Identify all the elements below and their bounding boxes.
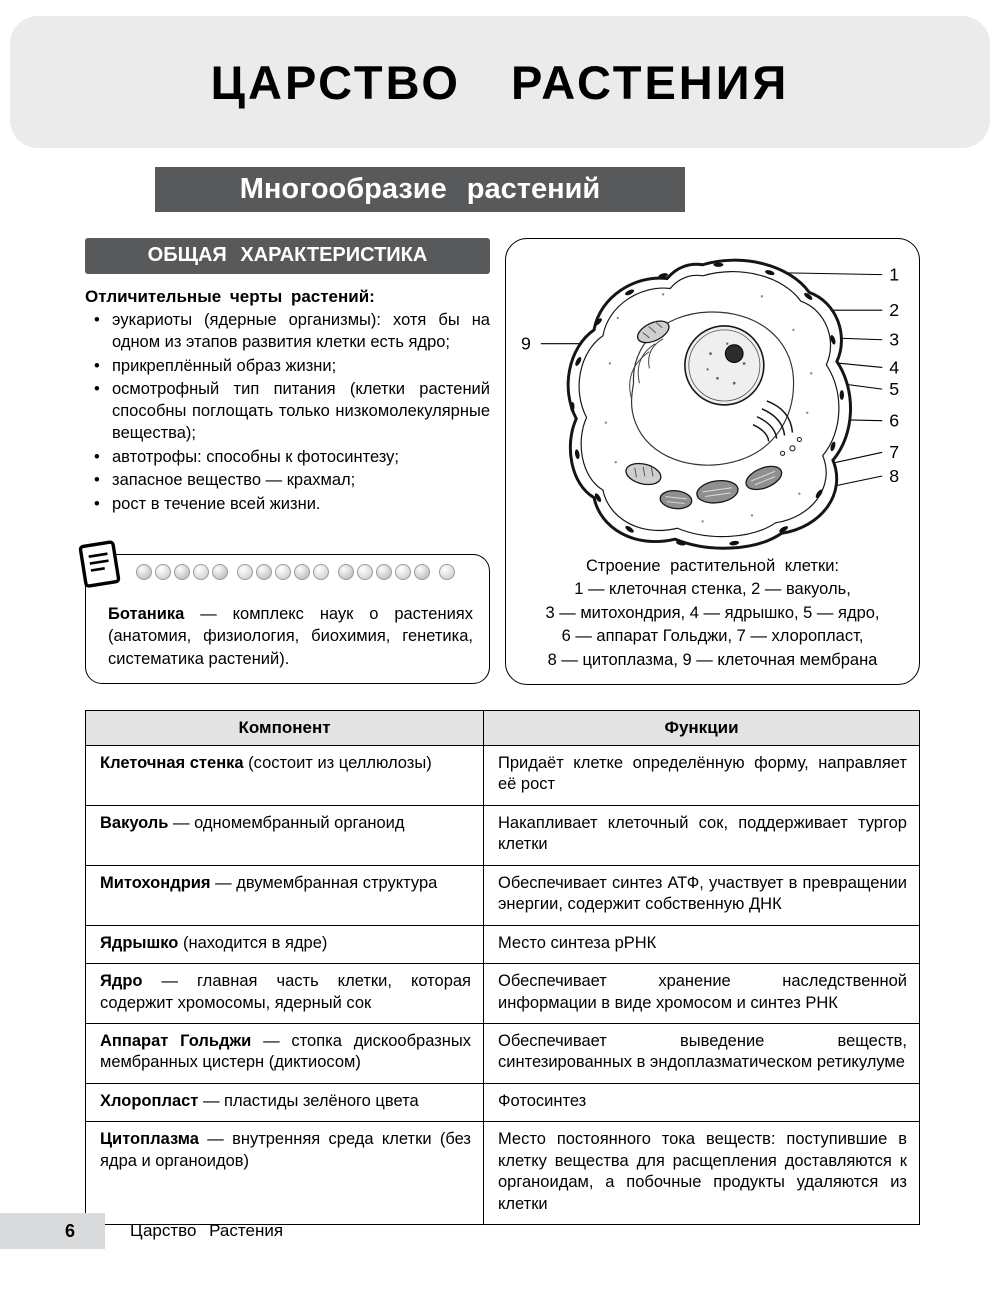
cell-figure-box (505, 238, 920, 685)
figure-label-6: 6 (889, 410, 900, 431)
component-desc: — двумембранная структура (210, 873, 438, 892)
function-cell: Накапливает клеточный сок, поддерживает тургор клетки (484, 805, 920, 865)
figure-caption-line: 1 — клеточная стенка, 2 — вакуоль, (574, 580, 851, 599)
bead-icon (275, 564, 291, 580)
figure-label-3: 3 (889, 329, 900, 350)
bead-icon (313, 564, 329, 580)
bead-icon (174, 564, 190, 580)
bead-icon (439, 564, 455, 580)
bead-icon (193, 564, 209, 580)
left-column (85, 238, 490, 668)
definition-body: — комплекс наук о растениях (анатомия, физиология, биохимия, генетика, систематика растений). (108, 605, 473, 668)
bead-row-icon (136, 564, 455, 580)
bead-icon (155, 564, 171, 580)
component-cell (86, 1122, 484, 1225)
figure-caption-line: 6 — аппарат Гольджи, 7 — хлоропласт, (561, 627, 864, 646)
figure-label-2: 2 (889, 300, 900, 321)
figure-label-9: 9 (521, 333, 531, 354)
figure-label-4: 4 (889, 357, 900, 378)
component-desc: (состоит из целлюлозы) (243, 754, 432, 772)
bead-icon (338, 564, 354, 580)
component-cell (86, 746, 484, 806)
function-cell: Обеспечивает синтез АТФ, участвует в превращении энергии, содержит собственную ДНК (484, 865, 920, 925)
figure-caption-title: Строение растительной клетки: (585, 557, 840, 575)
component-term: Клеточная стенка (100, 754, 244, 772)
bead-icon (395, 564, 411, 580)
bead-icon (376, 564, 392, 580)
section-banner (155, 167, 685, 212)
component-desc: — внутренняя среда клетки (без ядра и органоидов) (100, 1130, 471, 1170)
table-row (86, 805, 920, 865)
bead-icon (294, 564, 310, 580)
definition-note-box (85, 554, 490, 684)
feature-item: • прикреплённый образ жизни; (85, 356, 490, 378)
component-cell (86, 964, 484, 1024)
page-number-band (0, 1213, 105, 1249)
function-cell: Обеспечивает хранение наследственной информации в виде хромосом и синтез РНК (484, 964, 920, 1024)
definition-text (108, 603, 473, 670)
component-term: Цитоплазма (100, 1130, 199, 1149)
component-desc: — стопка дискообразных мембранных цистерн (диктиосом) (100, 1031, 471, 1072)
function-cell: Место постоянного тока веществ: поступившие в клетку вещества для расщепления доставляются к органоидам, а побочные продукты удаляются из клетки (484, 1122, 920, 1225)
component-desc: — главная часть клетки, которая содержит хромосомы, ядерный сок (100, 972, 471, 1012)
component-cell (86, 865, 484, 925)
table-header-component: Компонент (86, 711, 484, 746)
components-table (85, 710, 920, 1225)
component-cell (86, 1083, 484, 1121)
component-cell (86, 925, 484, 963)
general-characteristics-header: ОБЩАЯ ХАРАКТЕРИСТИКА (85, 238, 490, 274)
features-list (85, 310, 490, 516)
figure-caption-line: 3 — митохондрия, 4 — ядрышко, 5 — ядро, (545, 603, 880, 622)
bead-icon (212, 564, 228, 580)
table-row (86, 1083, 920, 1121)
component-desc: (находится в ядре) (178, 933, 328, 952)
component-term: Ядрышко (100, 933, 179, 952)
component-term: Хлоропласт (100, 1091, 199, 1110)
component-cell (86, 805, 484, 865)
figure-label-5: 5 (889, 379, 900, 400)
table-row (86, 746, 920, 806)
bead-icon (256, 564, 272, 580)
bead-icon (357, 564, 373, 580)
table-row (86, 865, 920, 925)
section-banner-label: Многообразие растений (239, 173, 601, 205)
bead-icon (414, 564, 430, 580)
page-title: ЦАРСТВО РАСТЕНИЯ (210, 55, 790, 109)
function-cell: Придаёт клетке определённую форму, направляет её рост (484, 746, 920, 806)
table-row (86, 964, 920, 1024)
feature-item: • осмотрофный тип питания (клетки растений способны поглощать только низкомолекулярные вещества); (85, 379, 490, 444)
table-row (86, 1122, 920, 1225)
notepad-icon (74, 537, 126, 591)
table-header-row (86, 711, 920, 746)
component-term: Аппарат Гольджи (100, 1031, 252, 1050)
function-cell: Место синтеза рРНК (484, 925, 920, 963)
main-content (85, 238, 920, 688)
table-row (86, 925, 920, 963)
function-cell: Обеспечивает выведение веществ, синтезированных в эндоплазматическом ретикулуме (484, 1023, 920, 1083)
feature-item: • эукариоты (ядерные организмы): хотя бы на одном из этапов развития клетки есть ядро; (85, 310, 490, 354)
function-cell: Фотосинтез (484, 1083, 920, 1121)
figure-caption-line: 8 — цитоплазма, 9 — клеточная мембрана (547, 650, 878, 669)
component-desc: — пластиды зелёного цвета (198, 1091, 419, 1110)
bead-icon (136, 564, 152, 580)
footer-chapter-title: Царство Растения (130, 1221, 284, 1240)
figure-label-8: 8 (889, 465, 900, 486)
table-row (86, 1023, 920, 1083)
component-term: Вакуоль (100, 813, 169, 832)
figure-label-7: 7 (889, 442, 900, 463)
definition-term: Ботаника (108, 605, 185, 623)
features-heading: Отличительные черты растений: (85, 287, 375, 306)
component-cell (86, 1023, 484, 1083)
plant-cell-diagram (510, 245, 915, 551)
figure-label-1: 1 (889, 264, 900, 285)
feature-item: • автотрофы: способны к фотосинтезу; (85, 447, 490, 469)
feature-item: • запасное вещество — крахмал; (85, 470, 490, 492)
component-term: Ядро (100, 972, 143, 991)
bead-icon (237, 564, 253, 580)
component-desc: — одномембранный органоид (168, 813, 405, 832)
page-number: 6 (64, 1220, 75, 1241)
table-header-functions: Функции (484, 711, 920, 746)
feature-item: • рост в течение всей жизни. (85, 494, 490, 516)
component-term: Митохондрия (100, 873, 211, 892)
title-band (10, 16, 990, 148)
